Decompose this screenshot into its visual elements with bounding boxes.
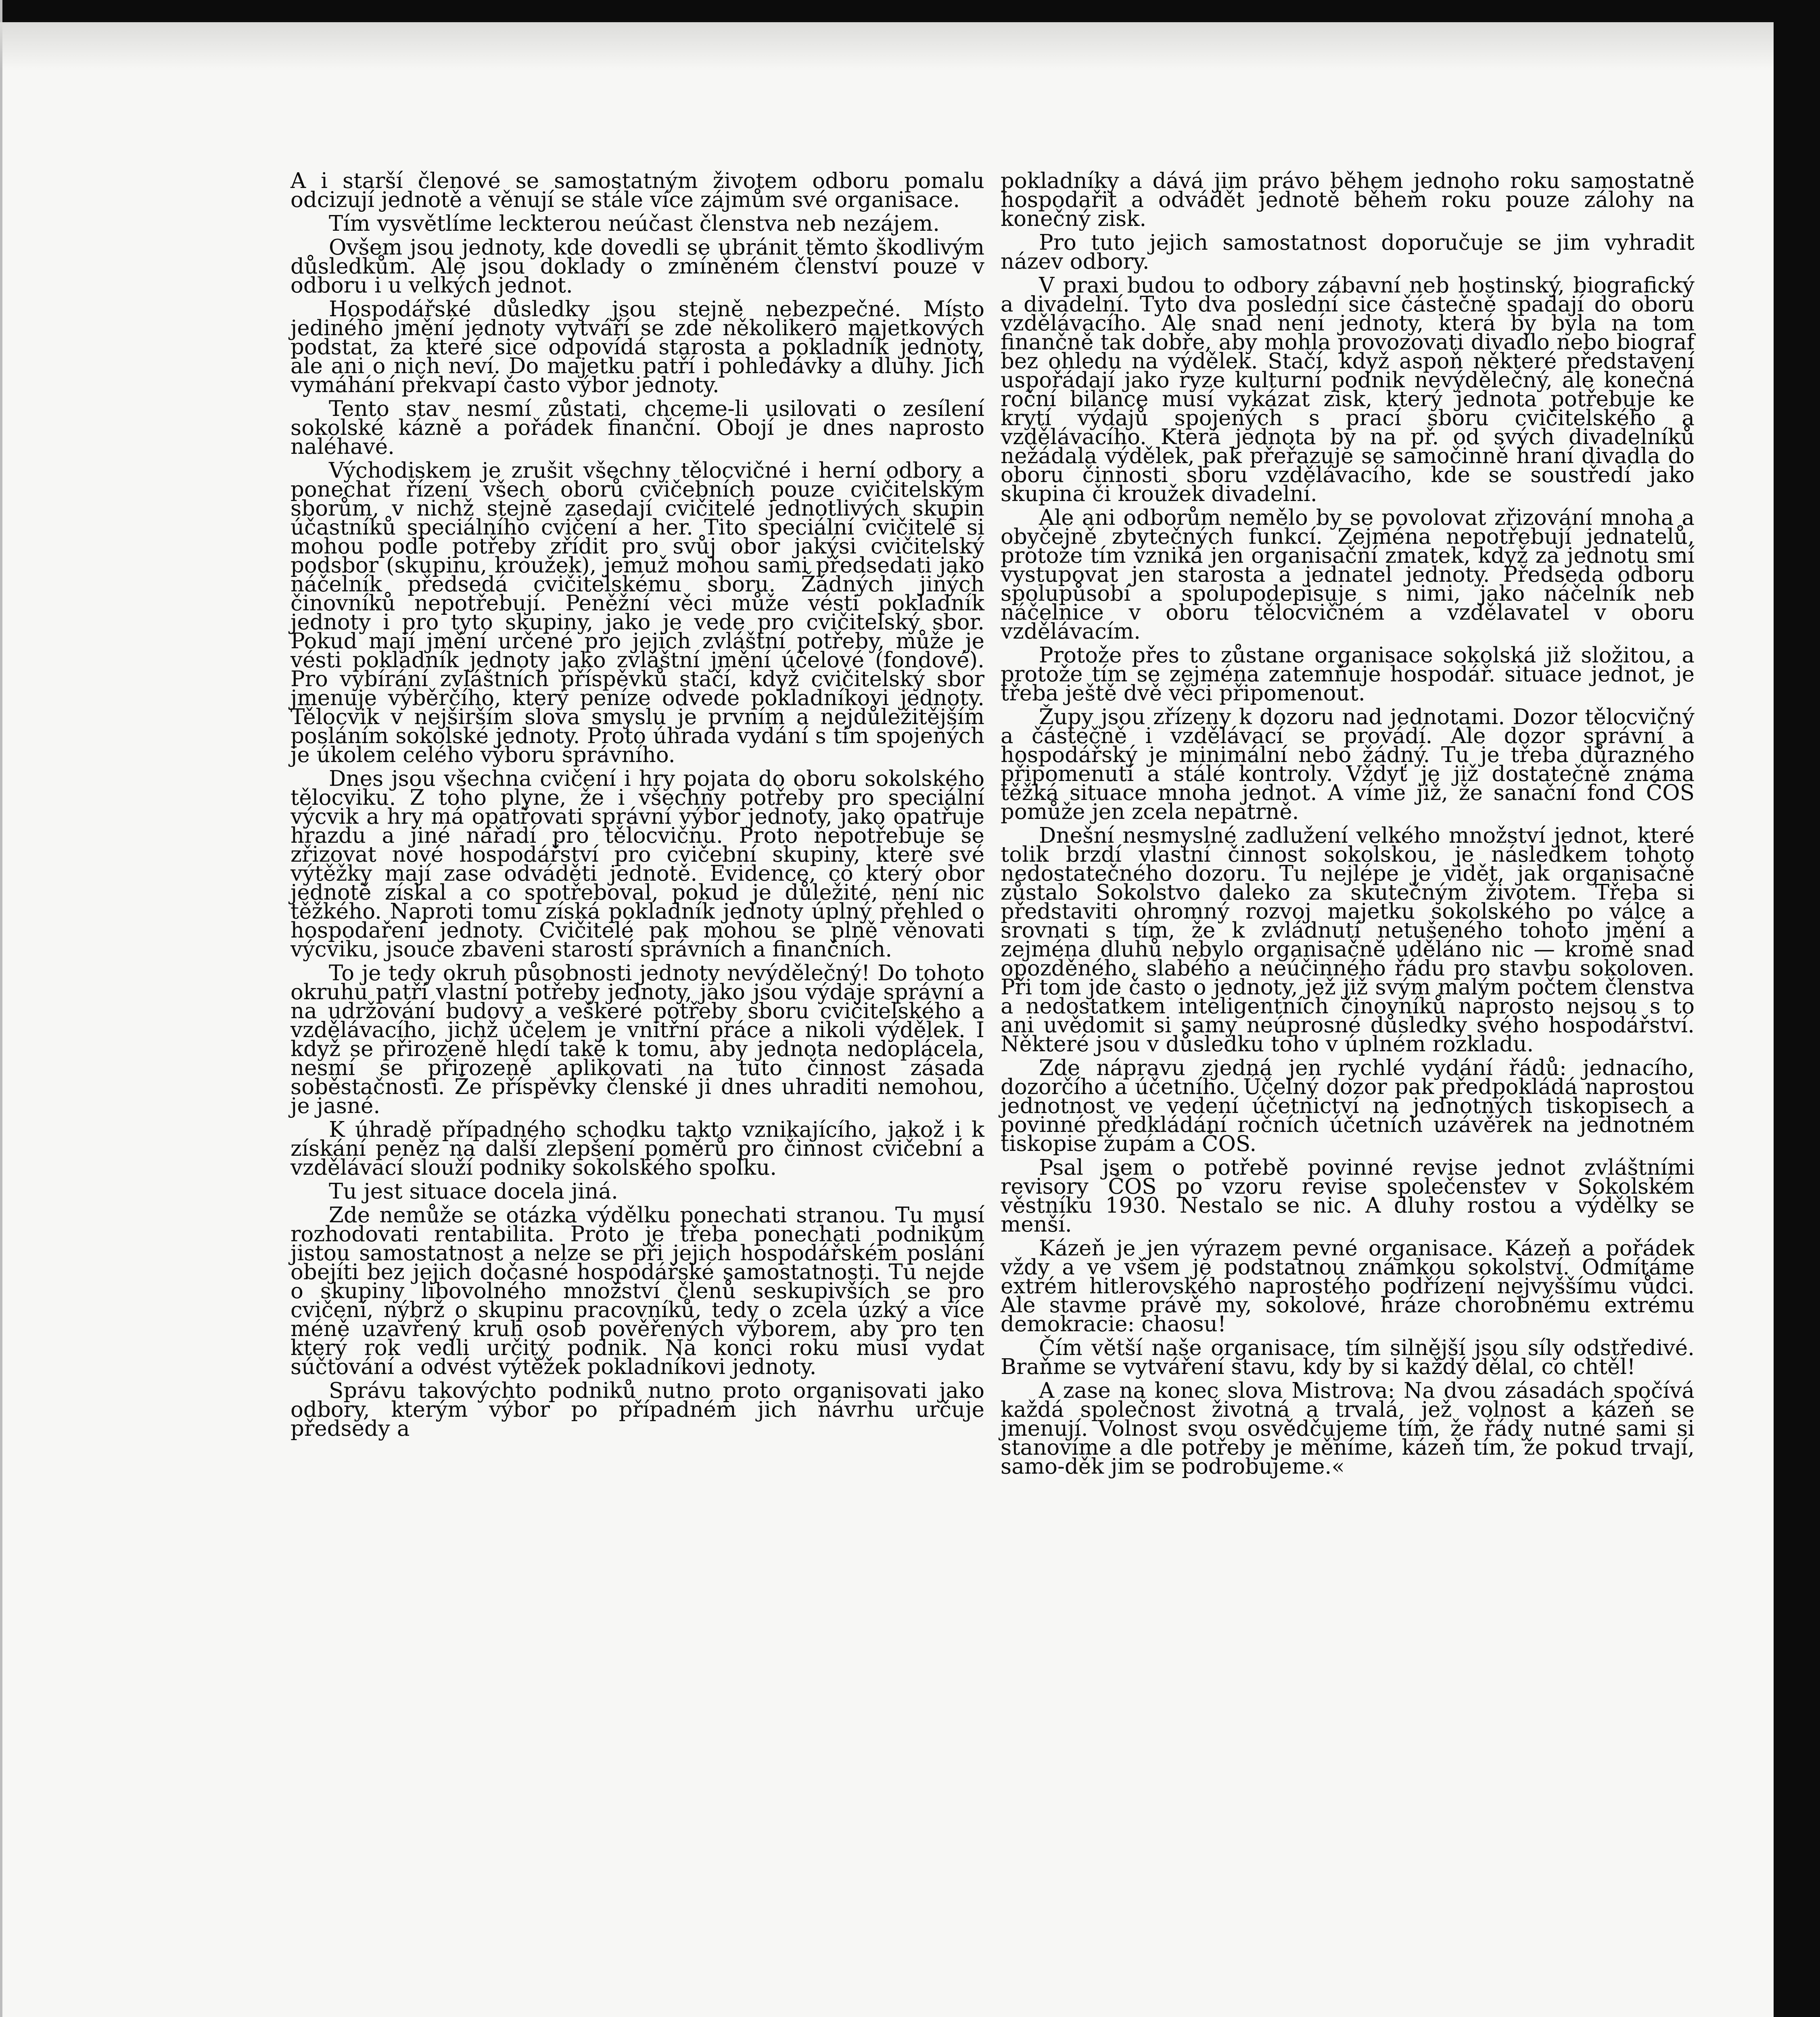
paragraph: Tím vysvětlíme leckterou neúčast členstva neb nezájem. — [329, 211, 940, 236]
paragraph: A zase na konec slova Mistrova: Na dvou zásadách spočívá každá společnost životná a trvalá, jež volnost a kázeň se jmenují. Volnost svou osvědčujeme tím, že řády nutné sami si stanovíme a dle potřeby je měníme, kázeň tím, že pokud trvají, samo-děk jim se podrobujeme.« — [1001, 1378, 1695, 1479]
paragraph: Zde nemůže se otázka výdělku ponechati stranou. Tu musí rozhodovati rentabilita. Proto je třeba ponechati podnikům jistou samostatnost a nelze se při jejich hospodářském poslání obejíti bez jejich dočasné hospodářské samostatnosti. Tu nejde o skupiny libovolného množství členů seskupivších se pro cvičení, nýbrž o skupinu pracovníků, tedy o zcela úzký a více méně uzavřený kruh osob pověřených výborem, aby pro ten který rok vedli určitý podnik. Na konci roku musí vydat súčtování a odvést výtěžek pokladníkovi jednoty. — [290, 1203, 984, 1379]
paragraph: Tu jest situace docela jiná. — [329, 1179, 618, 1204]
right-text-column — [1001, 171, 1695, 1481]
paragraph: K úhradě případného schodku takto vznikajícího, jakož i k získání peněz na další zlepšení poměrů pro činnost cvičební a vzdělávací slouží podniky sokolského spolku. — [290, 1117, 984, 1180]
left-text-column — [290, 171, 984, 1443]
paragraph: A i starší členové se samostatným životem odboru pomalu odcizují jednotě a věnují se stále více zájmům své organisace. — [290, 169, 984, 212]
scan-border-left — [0, 0, 2, 2017]
scan-border-right — [1774, 0, 1820, 2017]
page-shadow — [0, 22, 1774, 71]
paragraph: Kázeň je jen výrazem pevné organisace. Kázeň a pořádek vždy a ve všem je podstatnou známkou sokolství. Odmítáme extrém hitlerovského naprostého podřízení nejvyššímu vůdci. Ale stavme právě my, sokolové, hráze chorobnému extrému demokracie: chaosu! — [1001, 1236, 1695, 1336]
paragraph: Správu takovýchto podniků nutno proto organisovati jako odbory, kterým výbor po případném jich návrhu určuje předsedy a — [290, 1378, 984, 1441]
paragraph: Dnešní nesmyslné zadlužení velkého množství jednot, které tolik brzdí vlastní činnost sokolskou, je následkem tohoto nedostatečného dozoru. Tu nejlépe je vidět, jak organisačně zůstalo Sokolstvo daleko za skutečným životem. Třeba si představiti ohromný rozvoj majetku sokolského po válce a srovnati s tím, že k zvládnutí netušeného tohoto jmění a zejména dluhů nebylo organisačně uděláno nic — kromě snad opozděného, slabého a neúčinného řádu pro stavbu sokoloven. Při tom jde často o jednoty, jež již svým malým počtem členstva a nedostatkem inteligentních činovníků naprosto nejsou s to ani uvědomit si samy neúprosné důsledky svého hospodářství. Některé jsou v důsledku toho v úplném rozkladu. — [1001, 823, 1695, 1057]
paragraph: V praxi budou to odbory zábavní neb hostinský, biografický a divadelní. Tyto dva poslední sice částečně spadají do oboru vzdělávacího. Ale snad není jednoty, která by byla na tom finančně tak dobře, aby mohla provozovati divadlo nebo biograf bez ohledu na výdělek. Stačí, když aspoň některé představení uspořádají jako ryze kulturní podnik nevýdělečný, ale konečná roční bilance musí vykázat zisk, který jednota potřebuje ke krytí výdajů spojených s prací sboru cvičitelského a vzdělávacího. Která jednota by na př. od svých divadelníků nežádala výdělek, pak přeřazuje se samočinně hraní divadla do oboru činnosti sboru vzdělávacího, kde se soustředí jako skupina či kroužek divadelní. — [1001, 273, 1695, 506]
paragraph: To je tedy okruh působnosti jednoty nevýdělečný! Do tohoto okruhu patří vlastní potřeby jednoty, jako jsou výdaje správní a na udržování budovy a veškeré potřeby sboru cvičitelského a vzdělávacího, jichž účelem je vnitřní práce a nikoli výdělek. I když se přirozeně hledí také k tomu, aby jednota nedoplácela, nesmí se přirozeně aplikovati na tuto činnost zásada soběstačnosti. Že příspěvky členské ji dnes uhraditi nemohou, je jasné. — [290, 961, 984, 1118]
scan-border-top — [0, 0, 1820, 22]
paragraph: Zde nápravu zjedná jen rychlé vydání řádů: jednacího, dozorčího a účetního. Účelný dozor pak předpokládá naprostou jednotnost ve vedení účetnictví na jednotných tiskopisech a povinné předkládání ročních účetních uzávěrek na jednotném tiskopise župám a ČOS. — [1001, 1056, 1695, 1156]
paragraph: Pro tuto jejich samostatnost doporučuje se jim vyhradit název odbory. — [1001, 230, 1695, 274]
paragraph: Hospodářské důsledky jsou stejně nebezpečné. Místo jediného jmění jednoty vytváří se zde několikero majetkových podstat, za které sice odpovídá starosta a pokladník jednoty, ale ani o nich neví. Do majetku patří i pohledávky a dluhy. Jich vymáhání překvapí často výbor jednoty. — [290, 297, 984, 397]
paragraph: Východiskem je zrušit všechny tělocvičné i herní odbory a ponechat řízení všech oborů cvičebních pouze cvičitelským sborům, v nichž stejně zasedají cvičitelé jednotlivých skupin účastníků speciálního cvičení a her. Tito speciální cvičitelé si mohou podle potřeby zřídit pro svůj obor jakýsi cvičitelský podsbor (skupinu, kroužek), jemuž mohou sami předsedati jako náčelník předsedá cvičitelskému sboru. Žádných jiných činovníků nepotřebují. Peněžní věci může vésti pokladník jednoty i pro tyto skupiny, jako je vede pro cvičitelský sbor. Pokud mají jmění určené pro jejich zvláštní potřeby, může je vésti pokladník jednoty jako zvláštní jmění účelové (fondové). Pro vybírání zvláštních příspěvků stačí, když cvičitelský sbor jmenuje výběrčího, který peníze odvede pokladníkovi jednoty. Tělocvik v nejširším slova smyslu je prvním a nejdůležitějším posláním sokolské jednoty. Proto úhrada vydání s tím spojených je úkolem celého výboru správního. — [290, 458, 984, 767]
paragraph: Protože přes to zůstane organisace sokolská již složitou, a protože tím se zejména zatemňuje hospodář. situace jednot, je třeba ještě dvě věci připomenout. — [1001, 643, 1695, 706]
paragraph: Dnes jsou všechna cvičení i hry pojata do oboru sokolského tělocviku. Z toho plyne, že i všechny potřeby pro speciální výcvik a hry má opatřovati správní výbor jednoty, jako opatřuje hrazdu a jiné nářadí pro tělocvičnu. Proto nepotřebuje se zřizovat nové hospodářství pro cvičební skupiny, které své výtěžky mají zase odváděti jednotě. Evidence, co který obor jednotě získal a co spotřeboval, pokud je důležité, není nic těžkého. Naproti tomu získá pokladník jednoty úplný přehled o hospodaření jednoty. Cvičitelé pak mohou se plně věnovati výcviku, jsouce zbaveni starostí správních a finančních. — [290, 766, 984, 962]
paragraph: pokladníky a dává jim právo během jednoho roku samostatně hospodařit a odvádět jednotě během roku pouze zálohy na konečný zisk. — [1001, 169, 1695, 231]
paragraph: Župy jsou zřízeny k dozoru nad jednotami. Dozor tělocvičný a částečně i vzdělávací se provádí. Ale dozor správní a hospodářský je minimální nebo žádný. Tu je třeba důrazného připomenutí a stálé kontroly. Vždyť je již dostatečně známa těžká situace mnoha jednot. A víme již, že sanační fond ČOS pomůže jen zcela nepatrně. — [1001, 705, 1695, 824]
paragraph: Tento stav nesmí zůstati, chceme-li usilovati o zesílení sokolské kázně a pořádek finanční. Obojí je dnes naprosto naléhavé. — [290, 397, 984, 459]
paragraph: Ale ani odborům nemělo by se povolovat zřizování mnoha a obyčejně zbytečných funkcí. Zejména nepotřebují jednatelů, protože tím vzniká jen organisační zmatek, když za jednotu smí vystupovat jen starosta a jednatel jednoty. Předseda odboru spolupůsobí a spolupodepisuje s nimi, jako náčelník neb náčelnice v oboru tělocvičném a vzdělavatel v oboru vzdělávacím. — [1001, 505, 1695, 644]
paragraph: Ovšem jsou jednoty, kde dovedli se ubránit těmto škodlivým důsledkům. Ale jsou doklady o zmíněném členství pouze v odboru i u velkých jednot. — [290, 235, 984, 298]
paragraph: Psal jsem o potřebě povinné revise jednot zvláštními revisory ČOS po vzoru revise společenstev v Sokolském věstníku 1930. Nestalo se nic. A dluhy rostou a výdělky se menší. — [1001, 1155, 1695, 1237]
paragraph: Čím větší naše organisace, tím silnější jsou síly odstředivé. Braňme se vytváření stavu, kdy by si každý dělal, co chtěl! — [1001, 1336, 1695, 1379]
